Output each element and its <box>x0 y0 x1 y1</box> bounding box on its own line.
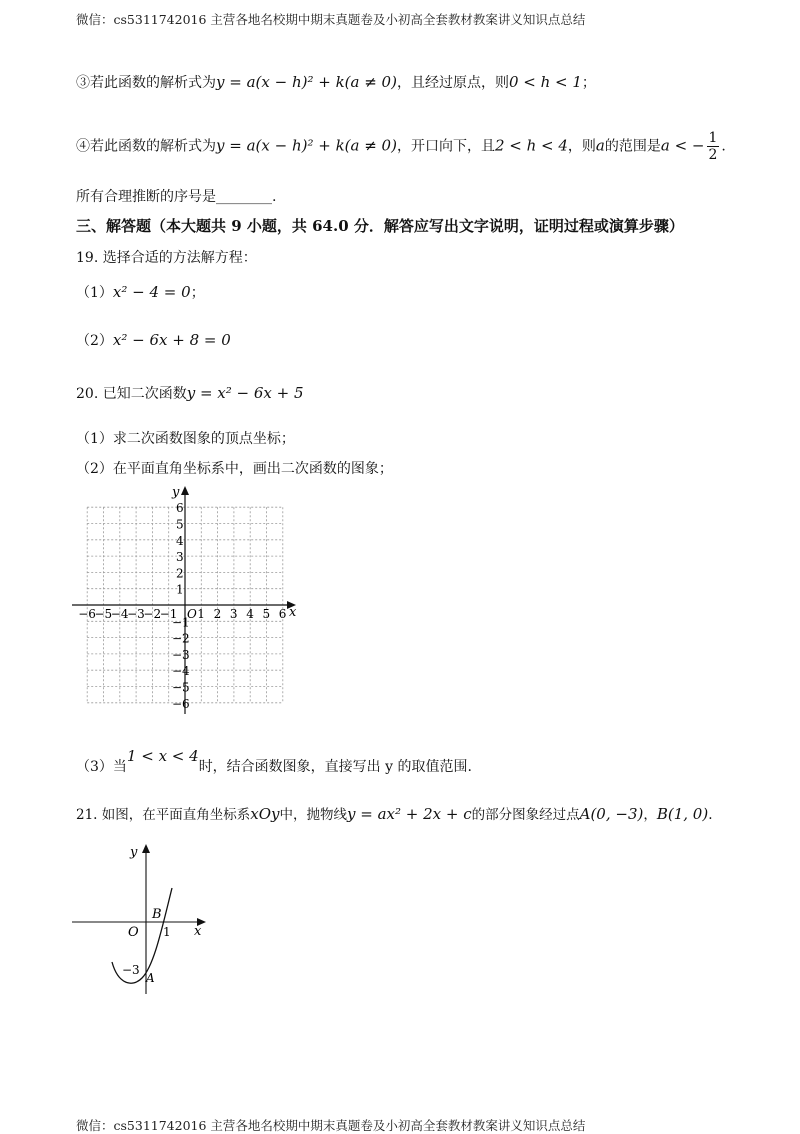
q20-eq: y = x² − 6x + 5 <box>186 384 304 402</box>
item-3-middle: ，且经过原点，则 <box>396 75 509 91</box>
q20-p3-suffix: 时，结合函数图象，直接写出 y 的取值范围. <box>198 759 472 775</box>
q19-p2-eq: x² − 6x + 8 = 0 <box>112 331 231 349</box>
y-tick-label: 2 <box>176 566 184 581</box>
y-tick-label: −6 <box>172 696 190 711</box>
q20-part3 <box>76 747 472 776</box>
grid-x-label: x <box>289 605 297 620</box>
fig-label-a: A <box>146 971 155 985</box>
item-4-formula: y = a(x − h)² + k(a ≠ 0) <box>216 136 397 155</box>
q20-title: 20. 已知二次函数 <box>76 386 187 402</box>
q19-part2 <box>76 330 231 350</box>
y-tick-label: −4 <box>172 664 190 679</box>
q20-p3-label: （3）当 <box>76 759 127 775</box>
x-tick-label: 2 <box>213 607 222 621</box>
fig-label-m3: −3 <box>122 963 140 977</box>
q21-suffix: . <box>708 807 713 823</box>
item-3-prefix: ③若此函数的解析式为 <box>76 75 216 91</box>
item-4-frac-den: 2 <box>708 147 718 163</box>
x-tick-label: 5 <box>262 607 271 621</box>
q20-part1: （1）求二次函数图象的顶点坐标； <box>76 431 295 447</box>
x-tick-label: −4 <box>110 607 129 621</box>
q21-point-b: B(1, 0) <box>656 805 709 823</box>
q21-middle1: 中，抛物线 <box>279 807 347 823</box>
x-tick-label: 4 <box>246 607 254 621</box>
item-4-var: a <box>595 136 605 155</box>
x-tick-label: 6 <box>278 607 287 621</box>
q20-p3-cond: 1 < x < 4 <box>126 747 199 765</box>
item-4-middle2: ，则 <box>567 138 596 155</box>
q19-part1 <box>76 282 205 302</box>
q21-eq: y = ax² + 2x + c <box>347 805 472 823</box>
fig-x-label: x <box>194 924 202 939</box>
q19-p2-label: （2） <box>76 333 113 349</box>
y-tick-label: 6 <box>176 501 184 516</box>
y-tick-labels <box>172 501 190 711</box>
reasoning-blank: 所有合理推断的序号是________. <box>76 189 277 205</box>
y-tick-label: −2 <box>172 631 190 646</box>
item-3 <box>76 72 596 92</box>
fig-label-b: B <box>152 907 162 922</box>
x-tick-label: 1 <box>197 607 205 621</box>
page-footer: 微信：cs5311742016 主营各地名校期中期末真题卷及小初高全套教材教案讲义知识点总结 <box>76 1118 586 1133</box>
item-4-frac-num: 1 <box>708 130 718 146</box>
grid-y-label: y <box>172 485 180 500</box>
item-4-middle3: 的范围是 <box>604 138 661 155</box>
q19-title: 19. 选择合适的方法解方程： <box>76 250 257 266</box>
item-4-condition: 2 < h < 4 <box>494 136 568 155</box>
page-header: 微信：cs5311742016 主营各地名校期中期末真题卷及小初高全套教材教案讲义知识点总结 <box>76 12 586 27</box>
q21-line <box>76 803 713 823</box>
x-tick-label: −6 <box>78 607 96 621</box>
parabola-figure <box>68 838 218 998</box>
x-tick-label: −1 <box>159 607 178 621</box>
x-tick-label: −2 <box>143 607 162 621</box>
y-tick-label: −5 <box>172 680 190 695</box>
q21-prefix: 21. 如图，在平面直角坐标系 <box>76 807 251 823</box>
item-4-result: a < − <box>660 136 705 155</box>
y-tick-label: 3 <box>176 550 184 565</box>
q21-middle2: 的部分图象经过点 <box>471 807 580 823</box>
x-tick-label: 3 <box>229 607 238 621</box>
item-3-condition: 0 < h < 1 <box>508 73 582 91</box>
item-3-suffix: ； <box>581 75 596 91</box>
q21-point-a: A(0, −3) <box>579 805 644 823</box>
fig-y-arrow <box>142 844 150 853</box>
item-4-middle1: ，开口向下，且 <box>396 138 495 155</box>
fig-origin: O <box>128 925 139 940</box>
q21-sys: xOy <box>250 805 280 823</box>
q21-sep: ， <box>643 807 657 823</box>
coordinate-grid <box>70 482 310 722</box>
x-tick-label: −3 <box>127 607 145 621</box>
q19-p1-suffix: ； <box>190 285 205 301</box>
x-tick-label: −5 <box>94 607 113 621</box>
item-4-prefix: ④若此函数的解析式为 <box>76 138 216 155</box>
fig-y-label: y <box>130 845 138 860</box>
y-tick-label: −1 <box>172 615 190 630</box>
item-4 <box>76 130 726 163</box>
y-tick-label: 5 <box>176 517 184 532</box>
y-tick-label: 1 <box>176 582 184 597</box>
q19-p1-label: （1） <box>76 285 113 301</box>
y-axis-arrow <box>181 486 189 495</box>
item-3-formula: y = a(x − h)² + k(a ≠ 0) <box>216 73 397 91</box>
item-4-fraction <box>707 130 720 163</box>
q20-title-line <box>76 383 304 403</box>
fig-label-1: 1 <box>163 925 171 939</box>
item-4-suffix: . <box>721 138 726 155</box>
grid-origin: O <box>187 607 197 621</box>
q20-part2: （2）在平面直角坐标系中，画出二次函数的图象； <box>76 461 393 477</box>
y-tick-label: −3 <box>172 647 190 662</box>
q19-p1-eq: x² − 4 = 0 <box>112 283 191 301</box>
section-title: 三、解答题（本大题共 9 小题，共 64.0 分．解答应写出文字说明，证明过程或演算步骤） <box>76 217 684 235</box>
y-tick-label: 4 <box>176 533 184 548</box>
